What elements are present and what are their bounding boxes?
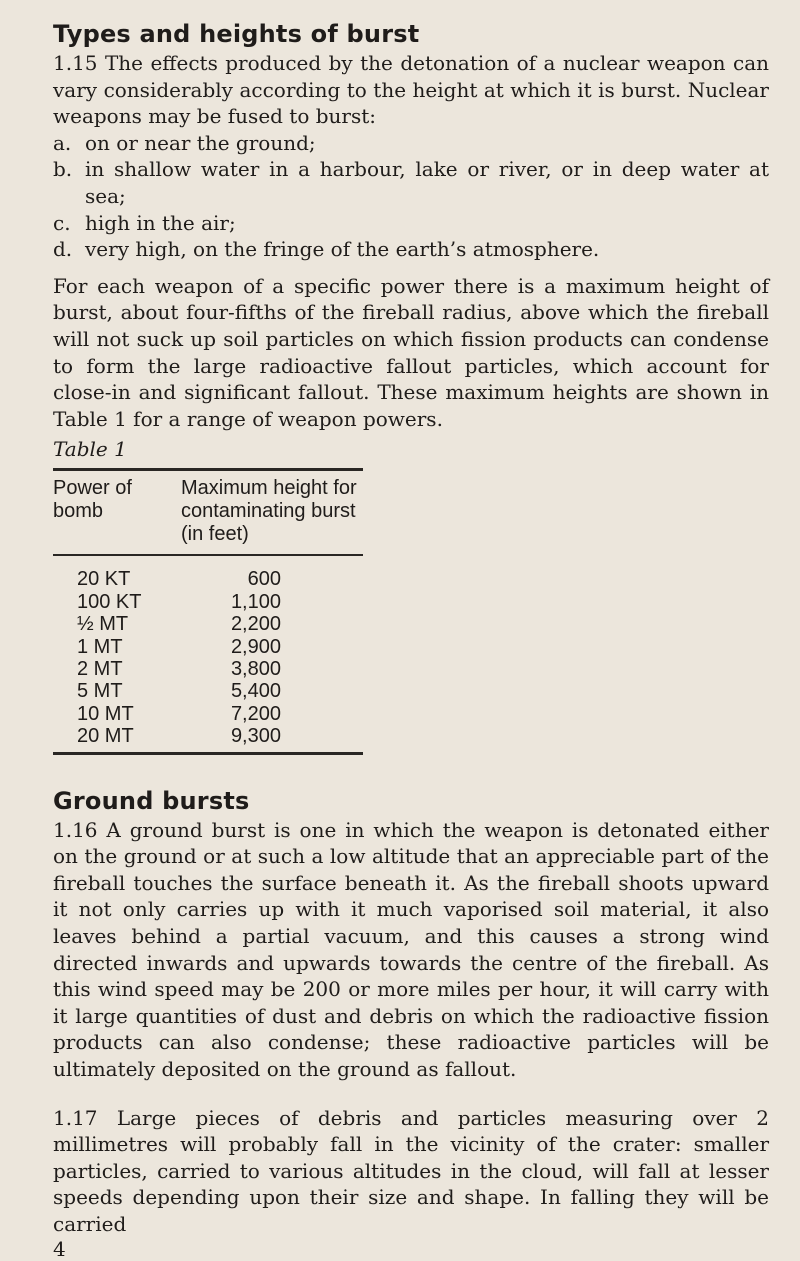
table-row [53,555,363,590]
burst-type-list [53,130,769,263]
list-text: in shallow water in a harbour, lake or river, or in deep water at sea; [85,157,769,208]
list-item [53,156,769,209]
list-item [53,236,769,263]
cell-height: 2,200 [230,613,281,636]
paragraph-max-height: For each weapon of a specific power there is a maximum height of burst, about four-fifths of the fireball radius, above which the fireball will not suck up soil particles on which fission products can condense to form the large radioactive fallout particles, which account for close-in and significant fallout. These maximum heights are shown in Table 1 for a range of weapon powers. [53,273,769,431]
list-item [53,130,769,157]
cell-height: 7,200 [230,702,281,725]
cell-height: 3,800 [230,657,281,680]
list-text: on or near the ground; [85,130,316,155]
list-marker: d. [53,237,73,262]
table-row [53,591,363,613]
document-page [53,18,769,1261]
paragraph-1-17: 1.17 Large pieces of debris and particles measuring over 2 millimetres will probably fall in the vicinity of the crater: smaller particles, carried to various altitudes in the cloud, will fall at lesser speeds depending upon their size and shape. In falling they will be carried [53,1105,769,1236]
list-marker: c. [53,210,71,235]
cell-power: 1 MT [77,635,123,658]
section-heading-ground-bursts: Ground bursts [53,786,250,815]
cell-height: 1,100 [230,590,281,613]
table-row [53,680,363,702]
table-row [53,725,363,753]
cell-power: 20 MT [77,725,134,748]
cell-power: 2 MT [77,657,123,680]
table-row [53,636,363,658]
table-row [53,703,363,725]
cell-power: 100 KT [77,590,142,613]
list-text: high in the air; [85,210,236,235]
table-caption: Table 1 [53,437,127,462]
table-row [53,658,363,680]
page-number: 4 [53,1237,66,1261]
paragraph-1-16: 1.16 A ground burst is one in which the weapon is detonated either on the ground or at such a low altitude that an appreciable part of the fireball touches the surface beneath it. As the fireball shoots upward it not only carries up with it much vaporised soil material, it also leaves behind a partial vacuum, and this causes a strong wind directed inwards and upwards towards the centre of the fireball. As this wind speed may be 200 or more miles per hour, it will carry with it large quantities of dust and debris on which the radioactive fission products can also condense; these radioactive particles will be ultimately deposited on the ground as fallout. [53,817,769,1081]
column-header-height: Maximum height for contaminating burst (in feet) [181,477,357,546]
table-header-row [53,470,363,556]
cell-power: 20 KT [77,568,131,591]
list-marker: b. [53,157,73,182]
column-header-power: Power of bomb [53,477,132,523]
cell-power: 5 MT [77,680,123,703]
cell-power: ½ MT [77,613,129,636]
section-heading-types: Types and heights of burst [53,20,420,48]
table-row [53,613,363,635]
list-marker: a. [53,130,72,155]
cell-height: 600 [247,568,281,591]
cell-height: 5,400 [230,680,281,703]
burst-height-table [53,468,363,754]
paragraph-1-15: 1.15 The effects produced by the detonation of a nuclear weapon can vary considerably according to the height at which it is burst. Nuclear weapons may be fused to burst: [53,51,769,129]
cell-height: 9,300 [230,725,281,748]
cell-height: 2,900 [230,635,281,658]
list-item [53,210,769,237]
list-text: very high, on the fringe of the earth’s atmosphere. [85,237,600,262]
cell-power: 10 MT [77,702,134,725]
